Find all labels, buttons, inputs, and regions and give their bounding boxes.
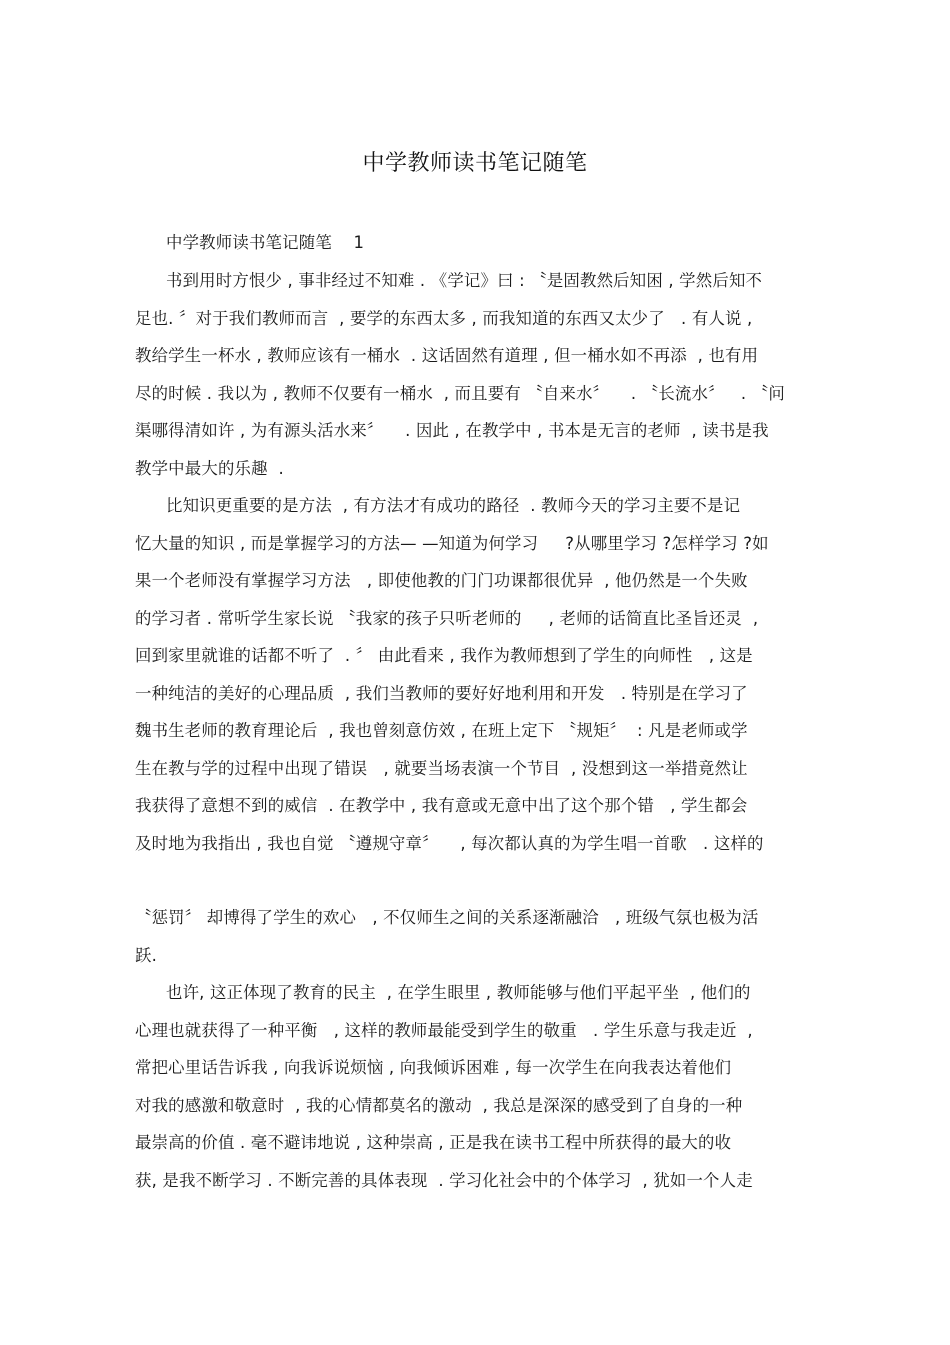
text-line: 比知识更重要的是方法 , 有方法才有成功的路径 . 教师今天的学习主要不是记 (166, 496, 741, 515)
text-line: 我获得了意想不到的威信 . 在教学中 , 我有意或无意中出了这个那个错 , 学生都会 (135, 796, 748, 815)
text-line: 回到家里就谁的话都不听了 . 〞 由此看来 , 我作为教师想到了学生的向师性 , 这是 (135, 646, 753, 665)
text-line: 教给学生一杯水 , 教师应该有一桶水 . 这话固然有道理 , 但一桶水如不再添 , 也有用 (135, 346, 759, 365)
text-line: 忆大量的知识 , 而是掌握学习的方法— —知道为何学习 ?从哪里学习 ?怎样学习 ?如 (135, 534, 769, 553)
text-line: 心理也就获得了一种平衡 , 这样的教师最能受到学生的敬重 . 学生乐意与我走近 , (135, 1021, 753, 1040)
text-line: 也许, 这正体现了教育的民主 , 在学生眼里 , 教师能够与他们平起平坐 , 他们的 (166, 983, 751, 1002)
text-line: 教学中最大的乐趣 . (135, 459, 284, 478)
text-line: 魏书生老师的教育理论后 , 我也曾刻意仿效 , 在班上定下 〝规矩〞 : 凡是老师或学 (135, 721, 748, 740)
text-line: 渠哪得清如许 , 为有源头活水来〞 . 因此 , 在教学中 , 书本是无言的老师 , 读书是我 (135, 421, 769, 440)
text-line: 尽的时候 . 我以为 , 教师不仅要有一桶水 , 而且要有 〝自来水〞 . 〝长流水〞 . 〝问 (135, 384, 785, 403)
text-line: 生在教与学的过程中出现了错误 , 就要当场表演一个节目 , 没想到这一举措竟然让 (135, 759, 748, 778)
text-line: 对我的感激和敬意时 , 我的心情都莫名的激动 , 我总是深深的感受到了自身的一种 (135, 1096, 743, 1115)
text-line: 常把心里话告诉我 , 向我诉说烦恼 , 向我倾诉困难 , 每一次学生在向我表达着他们 (135, 1058, 732, 1077)
text-line: 书到用时方恨少 , 事非经过不知难 . 《学记》曰 : 〝是固教然后知困 , 学然后知不 (166, 271, 763, 290)
text-line: 最崇高的价值 . 毫不避讳地说 , 这种崇高 , 正是我在读书工程中所获得的最大的收 (135, 1133, 732, 1152)
text-line: 获, 是我不断学习 . 不断完善的具体表现 . 学习化社会中的个体学习 , 犹如一个人走 (135, 1171, 753, 1190)
document-title: 中学教师读书笔记随笔 (362, 151, 588, 176)
text-line: 中学教师读书笔记随笔 1 (166, 233, 365, 252)
text-line: 跃. (135, 946, 158, 965)
text-line: 一种纯洁的美好的心理品质 , 我们当教师的要好好地利用和开发 . 特别是在学习了 (135, 684, 748, 703)
text-line: 的学习者 . 常听学生家长说 〝我家的孩子只听老师的 , 老师的话简直比圣旨还灵 , (135, 609, 759, 628)
text-line: 足也. 〞对于我们教师而言 , 要学的东西太多 , 而我知道的东西又太少了 . 有人说 , (135, 309, 753, 328)
text-line: 及时地为我指出 , 我也自觉 〝遵规守章〞 , 每次都认真的为学生唱一首歌 . 这样的 (135, 834, 764, 853)
text-line: 〝惩罚〞 却博得了学生的欢心 , 不仅师生之间的关系逐渐融洽 , 班级气氛也极为活 (135, 908, 759, 927)
text-line: 果一个老师没有掌握学习方法 , 即使他教的门门功课都很优异 , 他仍然是一个失败 (135, 571, 748, 590)
